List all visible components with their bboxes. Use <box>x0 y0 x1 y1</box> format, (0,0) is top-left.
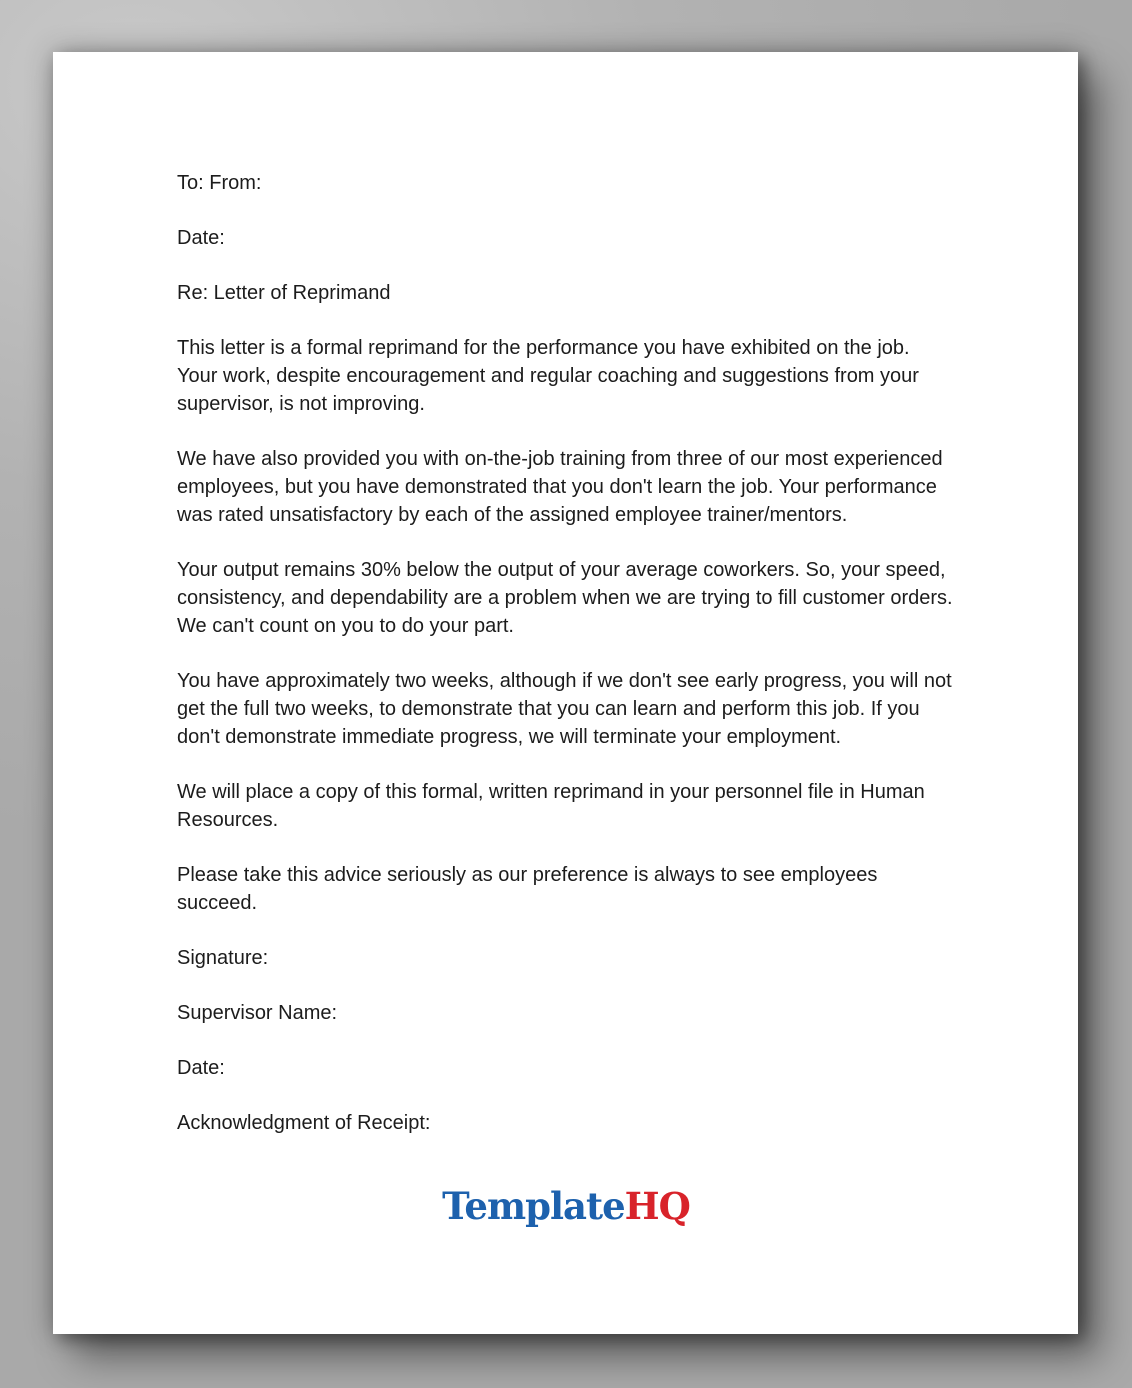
letter-paragraph: This letter is a formal reprimand for the performance you have exhibited on the job. Your work, despite encouragement and regular coaching and suggestions from your supervisor, is not improving. <box>177 337 919 415</box>
letter-line-acknowledgment: Acknowledgment of Receipt: <box>177 1112 431 1134</box>
letter-line-date: Date: <box>177 227 225 249</box>
letter-paragraph: You have approximately two weeks, although if we don't see early progress, you will not get the full two weeks, to demonstrate that you can learn and perform this job. If you don't demonstrate immediate progress, we will terminate your employment. <box>177 670 952 748</box>
document-page <box>53 52 1078 1334</box>
logo-hq-text: HQ <box>624 1184 690 1228</box>
letter-paragraph: We will place a copy of this formal, written reprimand in your personnel file in Human Resources. <box>177 781 925 831</box>
letter-line-to-from: To: From: <box>177 172 262 194</box>
letter-line-signature: Signature: <box>177 947 269 969</box>
letter-line-supervisor-name: Supervisor Name: <box>177 1002 338 1024</box>
letter-line-subject: Re: Letter of Reprimand <box>177 282 391 304</box>
letter-paragraph: Please take this advice seriously as our preference is always to see employees succeed. <box>177 864 878 914</box>
letter-line-date-2: Date: <box>177 1057 225 1079</box>
logo-template-text: Template <box>442 1184 625 1228</box>
letter-paragraph: We have also provided you with on-the-job training from three of our most experienced employees, but you have demonstrated that you don't learn the job. Your performance was rated unsatisfactory by each of the assigned employee trainer/mentors. <box>177 448 943 526</box>
letter-body <box>177 169 955 1228</box>
letter-paragraph: Your output remains 30% below the output of your average coworkers. So, your speed, consistency, and dependability are a problem when we are trying to fill customer orders. We can't count on you to do your part. <box>177 559 953 637</box>
templatehq-logo <box>177 1184 955 1228</box>
